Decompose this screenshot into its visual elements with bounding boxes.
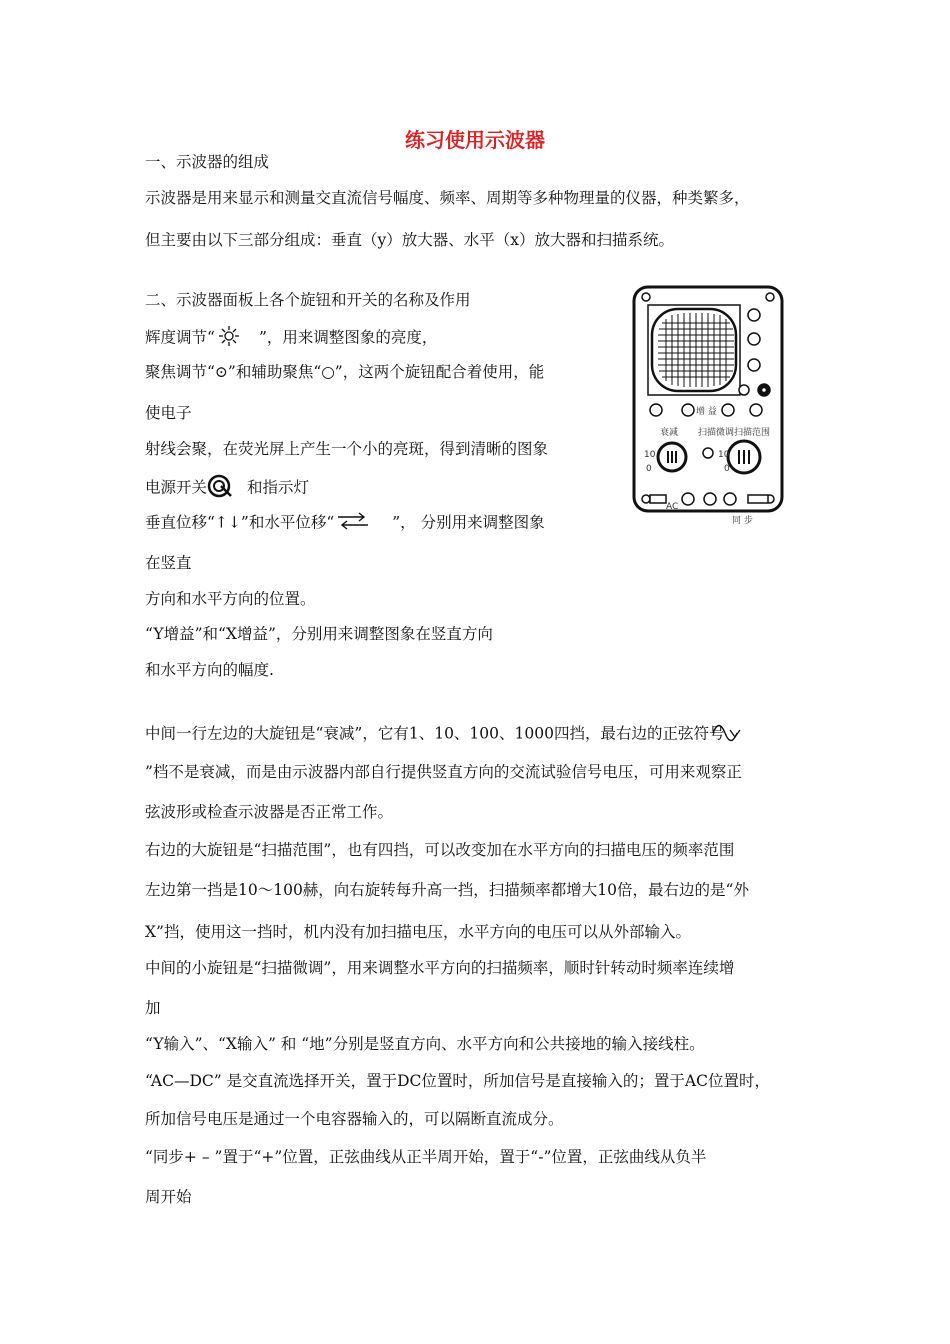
attenuation-label: 衰减	[660, 428, 679, 438]
brightness-prefix: 辉度调节“	[145, 328, 215, 347]
gain-line: “Y增益”和“X增益”，分别用来调整图象在竖直方向	[145, 625, 493, 643]
sweep-fine-line: 加	[145, 999, 161, 1017]
brightness-icon	[215, 325, 259, 352]
attenuation-text: 中间一行左边的大旋钮是“衰减”，它有1、10、100、1000四挡，最右边的正弦符号	[145, 724, 725, 743]
input-terminals-line: “Y输入”、“X输入” 和 “地”分别是竖直方向、水平方向和公共接地的输入接线柱。	[145, 1035, 705, 1053]
attenuation-line	[145, 721, 744, 748]
position-line	[145, 511, 545, 536]
sweep-fine-line: 中间的小旋钮是“扫描微调”，用来调整水平方向的扫描频率，顺时针转动时频率连续增	[145, 959, 735, 977]
crt-screen	[652, 309, 736, 391]
paragraph-line: 但主要由以下三部分组成：垂直（y）放大器、水平（x）放大器和扫描系统。	[145, 231, 675, 249]
attenuation-line: 弦波形或检查示波器是否正常工作。	[145, 803, 394, 821]
oscilloscope-panel-figure	[632, 285, 784, 525]
gain-label: 增 益	[696, 407, 717, 417]
sweep-scale-label: 10	[718, 450, 730, 460]
section-heading-panel: 二、示波器面板上各个旋钮和开关的名称及作用	[145, 291, 471, 309]
position-suffix: ”， 分别用来调整图象	[392, 513, 545, 532]
sweep-range-line: 右边的大旋钮是“扫描范围”，也有四挡，可以改变加在水平方向的扫描电压的频率范围	[145, 841, 735, 859]
focus-line: 射线会聚，在荧光屏上产生一个小的亮斑，得到清晰的图象	[145, 440, 549, 458]
section-heading-composition: 一、示波器的组成	[145, 153, 270, 171]
sync-line: 周开始	[145, 1188, 192, 1206]
attenuation-scale-zero: 0	[646, 464, 652, 474]
sync-label: 同 步	[732, 516, 753, 525]
page-title: 练习使用示波器	[405, 128, 545, 152]
acdc-line: 所加信号电压是通过一个电容器输入的，可以隔断直流成分。	[145, 1110, 564, 1128]
brightness-line	[145, 325, 437, 352]
sync-line: “同步+ – ”置于“+”位置，正弦曲线从正半周开始，置于“-”位置，正弦曲线从负半	[145, 1148, 707, 1166]
position-line: 方向和水平方向的位置。	[145, 590, 316, 608]
focus-line: 使电子	[145, 404, 192, 422]
brightness-suffix: ”，用来调整图象的亮度，	[258, 328, 438, 347]
sweep-label: 扫描微调扫描范围	[698, 428, 771, 438]
attenuation-line: ”档不是衰减，而是由示波器内部自行提供竖直方向的交流试验信号电压，可用来观察正	[145, 763, 742, 781]
acdc-line: “AC—DC” 是交直流选择开关，置于DC位置时，所加信号是直接输入的；置于AC位置时，	[145, 1072, 770, 1090]
sweep-scale-zero: 0	[724, 464, 730, 474]
attenuation-knob	[658, 443, 686, 471]
attenuation-scale-label: 10	[644, 450, 656, 460]
gain-line: 和水平方向的幅度.	[145, 661, 274, 679]
sine-symbol-icon	[710, 721, 744, 748]
paragraph-line: 示波器是用来显示和测量交直流信号幅度、频率、周期等多种物理量的仪器，种类繁多，	[145, 189, 750, 207]
power-line	[145, 474, 309, 503]
focus-line: 聚焦调节“⊙”和辅助聚焦“○”，这两个旋钮配合着使用，能	[145, 363, 545, 381]
acdc-label: AC	[666, 502, 679, 512]
sweep-range-line: X”挡，使用这一挡时，机内没有加扫描电压，水平方向的电压可以从外部输入。	[145, 923, 691, 941]
position-prefix: 垂直位移“↑↓”和水平位移“	[145, 513, 335, 532]
power-switch-icon	[207, 474, 233, 503]
sweep-range-line: 左边第一挡是10～100赫，向右旋转每升高一挡，扫描频率都增大10倍，最右边的是“外	[145, 881, 749, 899]
power-prefix: 电源开关	[145, 478, 208, 497]
horizontal-shift-icon	[334, 511, 378, 536]
power-suffix: 和指示灯	[247, 478, 310, 497]
position-line: 在竖直	[145, 554, 192, 572]
